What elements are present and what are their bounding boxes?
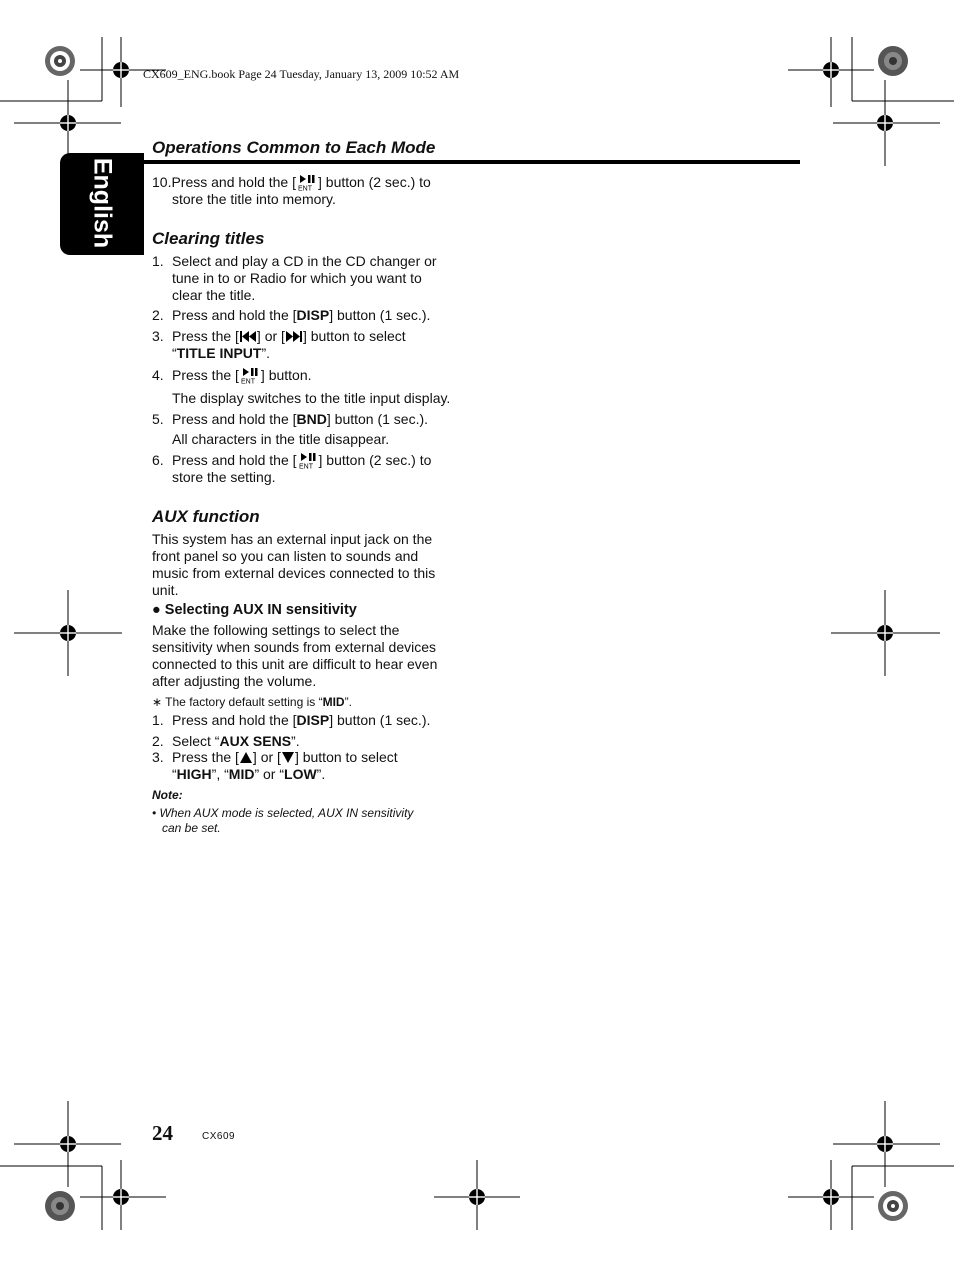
step-number: 10. [152,174,172,190]
note-label: Note: [152,788,183,802]
up-arrow-icon [239,751,253,764]
quote-mark: ”, “ [211,766,229,782]
bullet-icon: • [152,806,157,820]
clear-step-1 [152,253,462,304]
aux-step-1 [152,712,462,729]
page-number: 24 [152,1121,173,1145]
step-text: Press and hold the [ [171,174,296,190]
step-text: Press and hold the [ [172,452,297,468]
clear-step-6 [152,452,462,486]
step-text: Press the [ [172,749,239,765]
quote-mark: ”. [316,766,326,782]
step-text: ] button (1 sec.). [329,307,431,323]
clear-step-4 [152,367,462,384]
step-text: Select “ [172,733,220,749]
aux-sensitivity-title: Selecting AUX IN sensitivity [164,602,357,618]
step-number: 4. [152,367,164,383]
svg-text:ENT: ENT [240,378,255,384]
step-text: Press and hold the [ [172,712,297,728]
step-text: tune in to or Radio for which you want to [172,270,422,286]
step-text: store the title into memory. [172,191,336,207]
step-text: ] button (2 sec.) to [318,452,432,468]
step-text: Press and hold the [ [172,307,297,323]
step-number: 5. [152,411,164,427]
skip-previous-icon [239,330,257,343]
note-body [152,806,452,836]
section-rule [144,160,800,164]
step-4-note: The display switches to the title input display. [172,390,451,406]
quote-mark: ”. [261,345,271,361]
step-text: ] button (2 sec.) to [318,174,431,190]
step-text: ] button (1 sec.). [329,712,431,728]
disp-key-label: DISP [296,712,330,728]
step-number: 1. [152,712,164,728]
clear-step-3 [152,328,462,362]
section-title: Operations Common to Each Mode [152,138,436,157]
step-number: 2. [152,733,164,749]
step-text: Press the [ [172,367,239,383]
play-pause-ent-icon [296,174,318,191]
quote-mark: ” or “ [254,766,285,782]
step-text: ] button to select [302,328,406,344]
step-number: 3. [152,328,164,344]
model-name: CX609 [202,1131,236,1142]
play-pause-ent-icon [239,367,261,384]
step-text: Press the [ [172,328,239,344]
aux-intro-line: front panel so you can listen to sounds and [152,548,419,564]
step-text: ] button to select [294,749,398,765]
factory-default-note [152,694,452,711]
aux-step-3 [152,749,462,783]
aux-sensitivity-desc [152,622,462,690]
clearing-titles-heading: Clearing titles [152,229,265,248]
title-input-label: TITLE INPUT [176,345,262,361]
skip-next-icon [285,330,303,343]
note-line: When AUX mode is selected, AUX IN sensitivity [159,806,414,820]
step-text: Press and hold the [ [172,411,297,427]
aux-intro-line: unit. [152,582,179,598]
bullet-icon: ● [152,602,161,618]
high-option: HIGH [176,766,212,782]
aux-function-heading: AUX function [152,507,260,526]
step-number: 3. [152,749,164,765]
aux-desc-line: sensitivity when sounds from external devices [152,639,437,655]
note-line: can be set. [162,821,221,835]
aux-intro [152,531,452,599]
aux-sens-label: AUX SENS [219,733,292,749]
aux-sensitivity-heading [152,602,452,619]
asterisk: ∗ [152,695,163,709]
clear-step-2 [152,307,462,324]
play-pause-ent-icon [297,452,319,469]
note-text: ”. [344,695,352,709]
quote-mark: “ [172,345,177,361]
step-10 [152,174,462,208]
step-number: 1. [152,253,164,269]
language-tab-label: English [88,157,117,249]
disp-key-label: DISP [296,307,330,323]
step-text: ] or [ [252,749,281,765]
language-tab [60,153,144,255]
note-text: The factory default setting is “ [162,695,323,709]
step-number: 6. [152,452,164,468]
step-text: Select and play a CD in the CD changer or [172,253,437,269]
aux-desc-line: Make the following settings to select the [152,622,400,638]
aux-desc-line: after adjusting the volume. [152,673,317,689]
step-text: ] or [ [256,328,285,344]
step-text: ] button (1 sec.). [326,411,429,427]
aux-desc-line: connected to this unit are difficult to hear even [152,656,438,672]
aux-intro-line: This system has an external input jack on the [152,531,433,547]
default-value: MID [322,695,345,709]
quote-mark: “ [172,766,177,782]
aux-intro-line: music from external devices connected to this [152,565,436,581]
bnd-key-label: BND [296,411,327,427]
step-text: store the setting. [172,469,276,485]
svg-text:ENT: ENT [298,463,313,469]
step-text: ] button. [260,367,312,383]
aux-step-2 [152,733,462,750]
step-text: ”. [291,733,300,749]
step-text: clear the title. [172,287,256,303]
svg-text:ENT: ENT [298,185,312,191]
mid-option: MID [228,766,255,782]
print-header: CX609_ENG.book Page 24 Tuesday, January 13, 2009 10:52 AM [143,67,460,81]
step-5-note: All characters in the title disappear. [172,431,390,447]
step-number: 2. [152,307,164,323]
low-option: LOW [284,766,317,782]
clear-step-5 [152,411,462,428]
down-arrow-icon [281,751,295,764]
